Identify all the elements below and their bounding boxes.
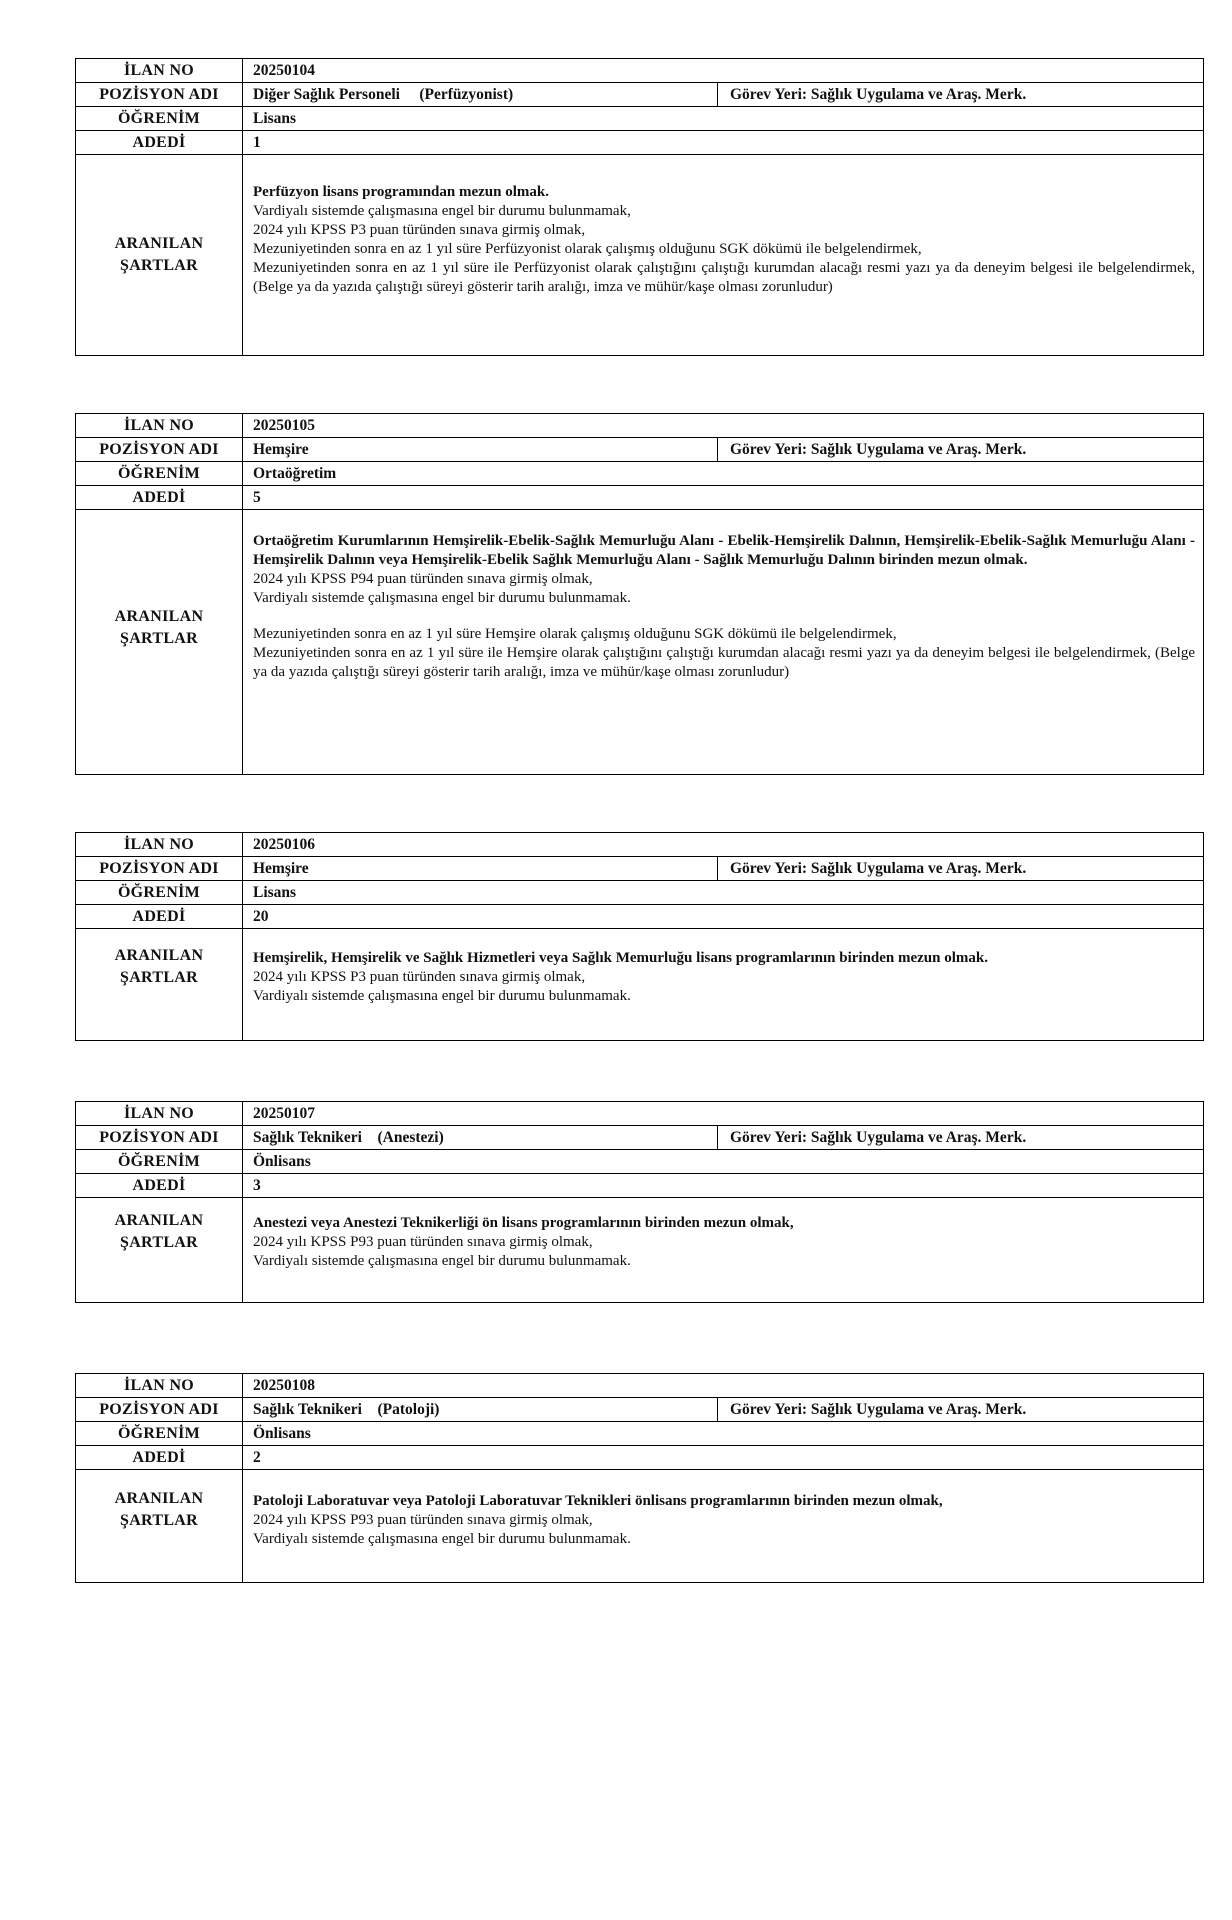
ilan-no-label: İLAN NO xyxy=(76,1374,243,1397)
gorev-yeri: Görev Yeri: Sağlık Uygulama ve Araş. Merk. xyxy=(730,859,1027,877)
sart-item: Mezuniyetinden sonra en az 1 yıl süre Hemşire olarak çalışmış olduğunu SGK dökümü ile belgelendirmek, xyxy=(253,626,897,642)
sart-item: 2024 yılı KPSS P93 puan türünden sınava girmiş olmak, xyxy=(253,1512,593,1528)
ogrenim-value: Lisans xyxy=(253,883,297,901)
ilan-no-value: 20250107 xyxy=(253,1104,315,1122)
ilan-table xyxy=(75,413,1204,775)
ilan-no-value: 20250105 xyxy=(253,416,315,434)
sartlar-row xyxy=(76,510,1203,774)
adedi-label: ADEDİ xyxy=(76,905,243,928)
pozisyon-row xyxy=(76,83,1203,107)
adedi-value: 3 xyxy=(253,1176,261,1194)
ilan-no-label: İLAN NO xyxy=(76,833,243,856)
ilan-table xyxy=(75,58,1204,356)
adedi-row xyxy=(76,1174,1203,1198)
sartlar-label: ARANILAN ŞARTLAR xyxy=(76,155,243,355)
pozisyon-value: Hemşire xyxy=(243,857,718,880)
adedi-label: ADEDİ xyxy=(76,1446,243,1469)
ilan-table xyxy=(75,1373,1204,1583)
pozisyon-value: Diğer Sağlık Personeli (Perfüzyonist) xyxy=(243,83,718,106)
pozisyon-label: POZİSYON ADI xyxy=(76,1398,243,1421)
pozisyon-label: POZİSYON ADI xyxy=(76,857,243,880)
ogrenim-row xyxy=(76,462,1203,486)
sartlar-text xyxy=(243,510,1203,774)
ogrenim-row xyxy=(76,881,1203,905)
sart-item: Hemşirelik, Hemşirelik ve Sağlık Hizmetleri veya Sağlık Memurluğu lisans programlarının birinden mezun olmak. xyxy=(253,950,988,966)
adedi-value: 1 xyxy=(253,133,261,151)
gorev-yeri: Görev Yeri: Sağlık Uygulama ve Araş. Merk. xyxy=(730,440,1027,458)
adedi-label: ADEDİ xyxy=(76,1174,243,1197)
sart-item: 2024 yılı KPSS P3 puan türünden sınava girmiş olmak, xyxy=(253,222,586,238)
sartlar-label: ARANILAN ŞARTLAR xyxy=(76,1470,243,1582)
adedi-row xyxy=(76,1446,1203,1470)
sart-item: 2024 yılı KPSS P94 puan türünden sınava girmiş olmak, xyxy=(253,571,593,587)
ilan-no-row xyxy=(76,414,1203,438)
pozisyon-value: Hemşire xyxy=(243,438,718,461)
pozisyon-row xyxy=(76,438,1203,462)
sartlar-text xyxy=(243,155,1203,355)
ilan-no-row xyxy=(76,833,1203,857)
sart-item: Mezuniyetinden sonra en az 1 yıl süre ile Hemşire olarak çalıştığını çalıştığı kurumdan alacağı resmi yazı ya da deneyim belgesi ile belgelendirmek, (Belge ya da yazıda çalıştığı süreyi gösterir tarih aralığı, imza ve mühür/kaşe olması zorunludur) xyxy=(253,645,1195,680)
adedi-row xyxy=(76,905,1203,929)
sart-item: Mezuniyetinden sonra en az 1 yıl süre Perfüzyonist olarak çalışmış olduğunu SGK dökümü ile belgelendirmek, xyxy=(253,241,922,257)
adedi-label: ADEDİ xyxy=(76,131,243,154)
sartlar-text xyxy=(243,929,1203,1040)
sartlar-label: ARANILAN ŞARTLAR xyxy=(76,1198,243,1302)
gorev-yeri: Görev Yeri: Sağlık Uygulama ve Araş. Merk. xyxy=(730,1400,1027,1418)
sart-item: Patoloji Laboratuvar veya Patoloji Laboratuvar Teknikleri önlisans programlarının birinden mezun olmak, xyxy=(253,1493,943,1509)
ogrenim-value: Lisans xyxy=(253,109,297,127)
ogrenim-label: ÖĞRENİM xyxy=(76,1150,243,1173)
sartlar-text xyxy=(243,1470,1203,1582)
sart-item: Vardiyalı sistemde çalışmasına engel bir durumu bulunmamak. xyxy=(253,1531,631,1547)
ogrenim-row xyxy=(76,1422,1203,1446)
pozisyon-label: POZİSYON ADI xyxy=(76,438,243,461)
sartlar-text xyxy=(243,1198,1203,1302)
pozisyon-label: POZİSYON ADI xyxy=(76,1126,243,1149)
ilan-no-value: 20250104 xyxy=(253,61,315,79)
adedi-row xyxy=(76,486,1203,510)
ogrenim-label: ÖĞRENİM xyxy=(76,462,243,485)
sart-item: Anestezi veya Anestezi Teknikerliği ön lisans programlarının birinden mezun olmak, xyxy=(253,1215,794,1231)
gorev-yeri: Görev Yeri: Sağlık Uygulama ve Araş. Merk. xyxy=(730,85,1027,103)
sart-item: Ortaöğretim Kurumlarının Hemşirelik-Ebelik-Sağlık Memurluğu Alanı - Ebelik-Hemşirelik Dalının, Hemşirelik-Ebelik-Sağlık Memurluğu Alanı - Hemşirelik Dalının veya Hemşirelik-Ebelik Sağlık Memurluğu Alanı - Sağlık Memurluğu Dalının birinden mezun olmak. xyxy=(253,533,1195,568)
ilan-no-row xyxy=(76,1374,1203,1398)
ilan-table xyxy=(75,832,1204,1041)
ogrenim-value: Ortaöğretim xyxy=(253,464,337,482)
ilan-no-label: İLAN NO xyxy=(76,414,243,437)
adedi-label: ADEDİ xyxy=(76,486,243,509)
pozisyon-value: Sağlık Teknikeri (Patoloji) xyxy=(243,1398,718,1421)
ilan-no-label: İLAN NO xyxy=(76,59,243,82)
pozisyon-label: POZİSYON ADI xyxy=(76,83,243,106)
sart-item: 2024 yılı KPSS P93 puan türünden sınava girmiş olmak, xyxy=(253,1234,593,1250)
sartlar-row xyxy=(76,1198,1203,1302)
sartlar-label: ARANILAN ŞARTLAR xyxy=(76,929,243,1040)
pozisyon-row xyxy=(76,1398,1203,1422)
sart-item: Mezuniyetinden sonra en az 1 yıl süre ile Perfüzyonist olarak çalıştığını çalıştığı kurumdan alacağı resmi yazı ya da deneyim belgesi ile belgelendirmek, (Belge ya da yazıda çalıştığı süreyi gösterir tarih aralığı, imza ve mühür/kaşe olması zorunludur) xyxy=(253,260,1195,295)
ogrenim-row xyxy=(76,1150,1203,1174)
pozisyon-value: Sağlık Teknikeri (Anestezi) xyxy=(243,1126,718,1149)
adedi-row xyxy=(76,131,1203,155)
adedi-value: 5 xyxy=(253,488,261,506)
sart-item: Vardiyalı sistemde çalışmasına engel bir durumu bulunmamak. xyxy=(253,1253,631,1269)
pozisyon-row xyxy=(76,857,1203,881)
ogrenim-value: Önlisans xyxy=(253,1424,311,1442)
sartlar-row xyxy=(76,929,1203,1040)
sart-item: Perfüzyon lisans programından mezun olmak. xyxy=(253,184,549,200)
ogrenim-label: ÖĞRENİM xyxy=(76,881,243,904)
ogrenim-label: ÖĞRENİM xyxy=(76,107,243,130)
sartlar-row xyxy=(76,155,1203,355)
sartlar-row xyxy=(76,1470,1203,1582)
ogrenim-row xyxy=(76,107,1203,131)
sart-item: Vardiyalı sistemde çalışmasına engel bir durumu bulunmamak. xyxy=(253,590,631,606)
ilan-no-row xyxy=(76,59,1203,83)
ilan-no-label: İLAN NO xyxy=(76,1102,243,1125)
adedi-value: 20 xyxy=(253,907,269,925)
sart-item: Vardiyalı sistemde çalışmasına engel bir durumu bulunmamak. xyxy=(253,988,631,1004)
adedi-value: 2 xyxy=(253,1448,261,1466)
ogrenim-value: Önlisans xyxy=(253,1152,311,1170)
ilan-table xyxy=(75,1101,1204,1303)
ogrenim-label: ÖĞRENİM xyxy=(76,1422,243,1445)
ilan-no-row xyxy=(76,1102,1203,1126)
ilan-no-value: 20250108 xyxy=(253,1376,315,1394)
pozisyon-row xyxy=(76,1126,1203,1150)
sartlar-label: ARANILAN ŞARTLAR xyxy=(76,510,243,774)
sart-item: Vardiyalı sistemde çalışmasına engel bir durumu bulunmamak, xyxy=(253,203,631,219)
gorev-yeri: Görev Yeri: Sağlık Uygulama ve Araş. Merk. xyxy=(730,1128,1027,1146)
ilan-no-value: 20250106 xyxy=(253,835,315,853)
sart-item: 2024 yılı KPSS P3 puan türünden sınava girmiş olmak, xyxy=(253,969,586,985)
